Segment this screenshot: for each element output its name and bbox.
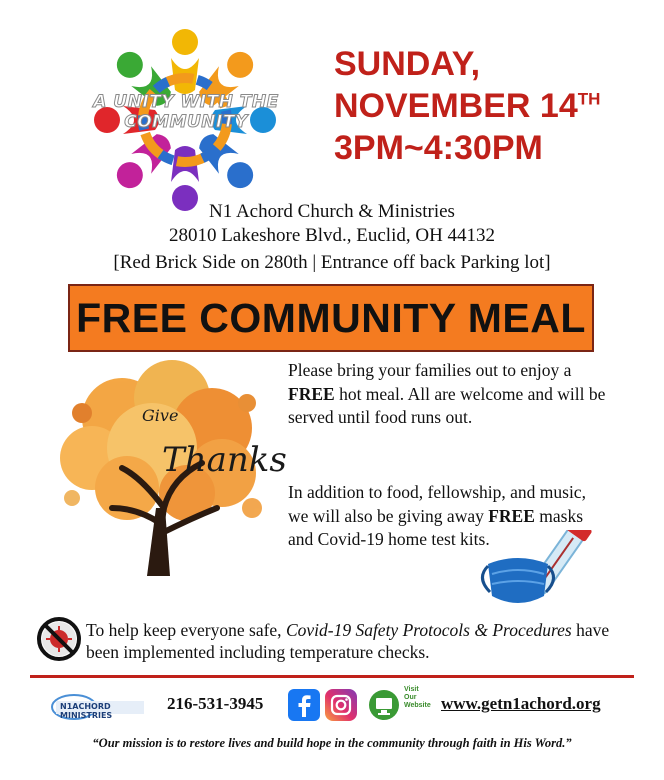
event-title: FREE COMMUNITY MEAL xyxy=(76,294,586,341)
safety-text-a: To help keep everyone safe, xyxy=(86,620,286,640)
event-time: 3PM~4:30PM xyxy=(334,129,543,167)
venue-name: N1 Achord Church & Ministries xyxy=(209,201,455,222)
p2-text-b: masks and Covid-19 home test kits. xyxy=(288,505,584,549)
p1-text-a: Please bring your families out to enjoy a xyxy=(288,360,572,380)
event-date xyxy=(334,86,600,126)
give-thanks-tree-image xyxy=(52,358,287,583)
event-day: SUNDAY, xyxy=(334,45,481,83)
mask-test-tube-icon xyxy=(478,530,608,612)
safety-notice xyxy=(86,619,636,663)
tree-word-give: Give xyxy=(142,406,179,425)
venue-address: 28010 Lakeshore Blvd., Euclid, OH 44132 xyxy=(168,225,496,246)
footer-divider xyxy=(30,675,634,678)
no-virus-icon xyxy=(36,616,82,662)
p1-free: FREE xyxy=(288,383,335,404)
visit-website-label xyxy=(404,686,438,710)
phone-number: 216-531-3945 xyxy=(167,694,264,713)
meal-invitation-paragraph xyxy=(288,359,608,430)
date-ordinal: TH xyxy=(577,89,601,109)
instagram-icon[interactable] xyxy=(325,689,357,721)
mask-test-kit-image xyxy=(478,530,608,612)
event-banner xyxy=(68,284,594,352)
footer-logo-text: N1ACHORD MINISTRIES xyxy=(60,702,113,720)
visit-line-3: Website xyxy=(404,702,431,709)
logo-tagline: A UNITY WITH THE COMMUNITY xyxy=(93,92,279,132)
event-date-text: NOVEMBER 14 xyxy=(334,87,578,125)
safety-protocols: Covid-19 Safety Protocols & Procedures xyxy=(285,620,572,640)
p2-free: FREE xyxy=(488,505,535,526)
computer-icon[interactable] xyxy=(368,689,402,721)
facebook-icon[interactable] xyxy=(288,689,320,721)
mission-statement: “Our mission is to restore lives and build hope in the community through faith in His Word.” xyxy=(92,736,572,750)
p2-text-a: In addition to food, fellowship, and music, we will also be giving away xyxy=(288,482,586,526)
website-link[interactable]: www.getn1achord.org xyxy=(441,694,601,713)
visit-line-2: Our xyxy=(404,694,417,701)
n1achord-logo xyxy=(46,688,150,726)
safety-text-b: have been implemented including temperature checks. xyxy=(86,620,610,662)
tree-word-thanks: Thanks xyxy=(162,440,287,480)
visit-line-1: Visit xyxy=(404,686,419,693)
venue-directions: [Red Brick Side on 280th | Entrance off back Parking lot] xyxy=(113,252,551,273)
p1-text-b: hot meal. All are welcome and will be served until food runs out. xyxy=(288,383,606,427)
